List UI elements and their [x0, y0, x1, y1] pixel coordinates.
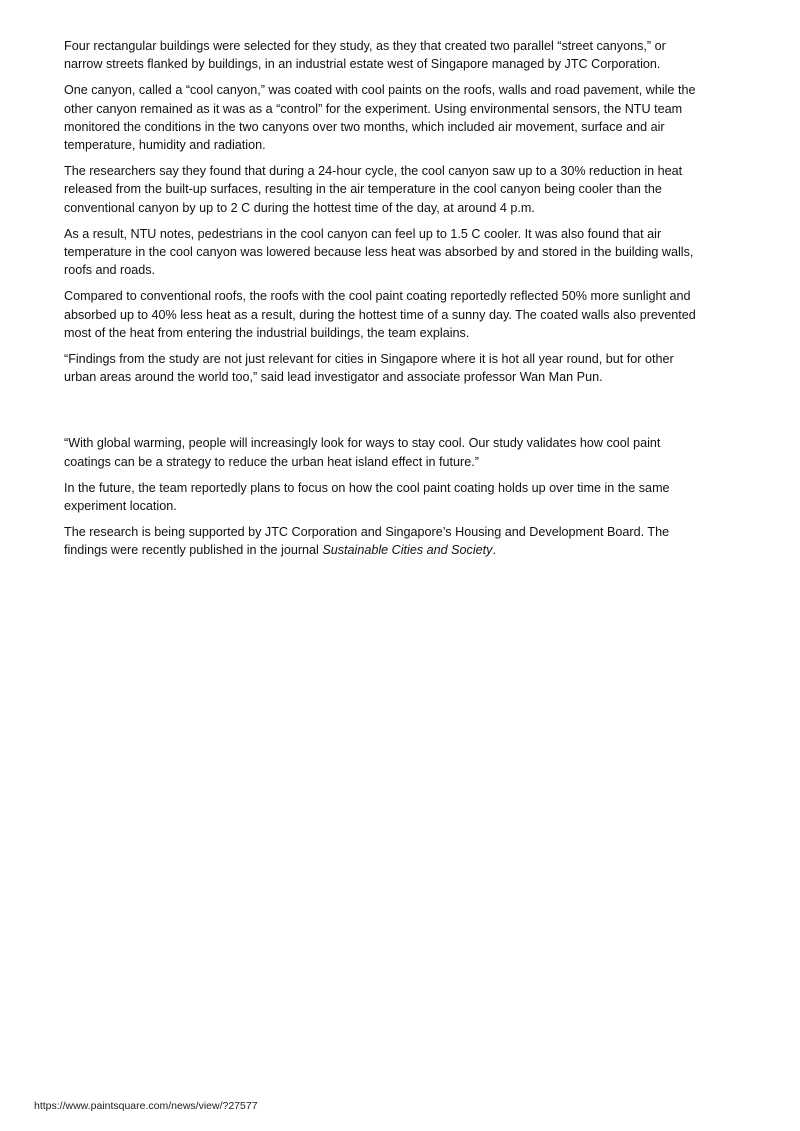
article-body	[64, 37, 704, 568]
ad-gap	[64, 394, 704, 434]
paragraph-heat-reduction: The researchers say they found that during a 24-hour cycle, the cool canyon saw up to a 30% reduction in heat released from the built-up surfaces, resulting in the air temperature in the cool canyon being cooler than the conventional canyon by up to 2 C during the hottest time of the day, at around 4 p.m.	[64, 164, 683, 215]
research-support-end: .	[492, 543, 496, 558]
paragraph-cool-canyon: One canyon, called a “cool canyon,” was coated with cool paints on the roofs, walls and road pavement, while the other canyon remained as it was as a “control” for the experiment. Using environmental sensors, the NTU team monitored the conditions in the two canyons over two months, which included air movement, surface and air temperature, humidity and radiation.	[64, 83, 696, 153]
paragraph-pedestrians-cooler: As a result, NTU notes, pedestrians in the cool canyon can feel up to 1.5 C cooler. It was also found that air temperature in the cool canyon was lowered because less heat was absorbed by and stored in the building walls, roofs and roads.	[64, 226, 694, 278]
journal-title: Sustainable Cities and Society	[322, 543, 493, 558]
paragraph-roof-reflection: Compared to conventional roofs, the roofs with the cool paint coating reportedly reflected 50% more sunlight and absorbed up to 40% less heat as a result, during the hottest time of a sunny day. The coated walls also prevented most of the heat from entering the industrial buildings, the team explains.	[64, 289, 696, 340]
paragraph-findings-quote: “Findings from the study are not just relevant for cities in Singapore where it is hot all year round, but for other urban areas around the world too,” said lead investigator and associate professor Wan Man Pun.	[64, 352, 674, 385]
footer-url: https://www.paintsquare.com/news/view/?27577	[34, 1100, 258, 1112]
paragraph-global-warming-quote: “With global warming, people will increasingly look for ways to stay cool. Our study validates how cool paint coatings can be a strategy to reduce the urban heat island effect in future.”	[64, 436, 661, 469]
paragraph-research-support	[64, 523, 704, 559]
research-support-text: The research is being supported by JTC Corporation and Singapore’s Housing and Development Board. The findings were recently published in the journal	[64, 525, 670, 558]
paragraph-buildings-selected: Four rectangular buildings were selected for they study, as they that created two parallel “street canyons,” or narrow streets flanked by buildings, in an industrial estate west of Singapore managed by JTC Corporation.	[64, 39, 666, 72]
paragraph-future-plans: In the future, the team reportedly plans to focus on how the cool paint coating holds up over time in the same experiment location.	[64, 480, 670, 514]
